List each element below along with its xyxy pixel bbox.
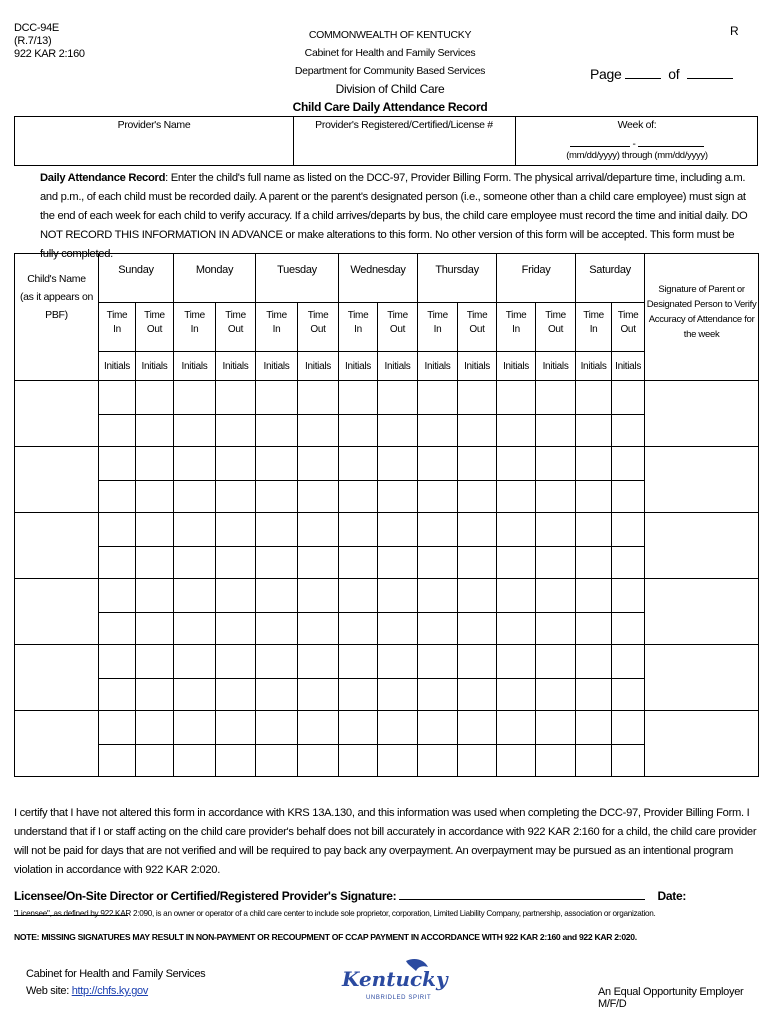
time-entry-cell[interactable] — [174, 513, 216, 547]
initials-entry-cell[interactable] — [256, 613, 298, 645]
initials-entry-cell[interactable] — [339, 679, 378, 711]
signature-label: Licensee/On-Site Director or Certified/Registered Provider's Signature: — [14, 889, 397, 903]
initials-entry-cell[interactable] — [536, 481, 576, 513]
time-out-header-thursday — [458, 303, 497, 352]
time-word: Time — [617, 310, 639, 321]
website-link[interactable]: http://chfs.ky.gov — [71, 985, 149, 997]
time-entry-cell[interactable] — [256, 645, 298, 679]
initials-entry-cell[interactable] — [136, 679, 174, 711]
time-entry-cell[interactable] — [612, 447, 645, 481]
time-entry-cell[interactable] — [256, 447, 298, 481]
initials-entry-cell[interactable] — [99, 481, 136, 513]
initials-header-tuesday-out: Initials — [298, 352, 339, 381]
time-entry-cell[interactable] — [576, 711, 612, 745]
time-entry-cell[interactable] — [99, 381, 136, 415]
initials-entry-cell[interactable] — [612, 679, 645, 711]
time-entry-cell[interactable] — [418, 513, 458, 547]
initials-entry-cell[interactable] — [576, 613, 612, 645]
time-entry-cell[interactable] — [497, 513, 536, 547]
time-entry-cell[interactable] — [418, 447, 458, 481]
time-out-header-sunday — [136, 303, 174, 352]
initials-entry-cell[interactable] — [216, 547, 256, 579]
time-entry-cell[interactable] — [339, 513, 378, 547]
initials-entry-cell[interactable] — [216, 613, 256, 645]
time-word: Time — [184, 310, 205, 321]
child-name-cell[interactable] — [15, 447, 99, 513]
parent-signature-cell[interactable] — [645, 711, 759, 777]
initials-entry-cell[interactable] — [497, 547, 536, 579]
initials-entry-cell[interactable] — [418, 547, 458, 579]
eeo-statement: An Equal Opportunity Employer M/F/D — [598, 986, 744, 1010]
time-entry-cell[interactable] — [418, 579, 458, 613]
time-word: Time — [225, 310, 246, 321]
initials-entry-cell[interactable] — [298, 745, 339, 777]
day-header-wednesday: Wednesday — [339, 254, 418, 303]
time-entry-cell[interactable] — [378, 711, 418, 745]
time-entry-cell[interactable] — [136, 711, 174, 745]
time-entry-cell[interactable] — [298, 579, 339, 613]
time-entry-cell[interactable] — [216, 579, 256, 613]
initials-entry-cell[interactable] — [418, 613, 458, 645]
time-entry-cell[interactable] — [256, 579, 298, 613]
time-entry-cell[interactable] — [136, 645, 174, 679]
parent-signature-cell[interactable] — [645, 513, 759, 579]
child-name-header-line2: (as it appears on — [19, 291, 94, 303]
initials-header-saturday-in: Initials — [576, 352, 612, 381]
time-entry-cell[interactable] — [99, 447, 136, 481]
child-row — [15, 513, 759, 547]
time-word: Time — [545, 310, 566, 321]
certification-paragraph: I certify that I have not altered this form in accordance with KRS 13A.130, and this information was used when completing the DCC-97, Provider Billing Form. I understand that if I or staff acting on the child care provider's behalf does not bill accurately in accordance with 922 KAR 2:160 for a child, the child care provider will not be paid for days that are not verified and will be required to pay back any overpayment. An overpayment may be pursued as an intentional program violation in accordance with 922 KAR 2:020. — [14, 807, 757, 876]
kentucky-logo — [336, 955, 448, 1003]
page-number-blank[interactable] — [625, 66, 661, 79]
in-word: In — [190, 324, 199, 335]
initials-entry-cell[interactable] — [298, 481, 339, 513]
initials-entry-cell[interactable] — [536, 679, 576, 711]
time-entry-cell[interactable] — [458, 513, 497, 547]
time-entry-cell[interactable] — [576, 447, 612, 481]
form-id: DCC-94E — [14, 22, 59, 34]
time-entry-cell[interactable] — [536, 447, 576, 481]
provider-info-box — [14, 116, 758, 166]
logo-wordmark: Kentucky — [342, 967, 448, 991]
time-in-header-wednesday — [339, 303, 378, 352]
in-word: In — [113, 324, 121, 335]
initials-entry-cell[interactable] — [298, 547, 339, 579]
of-label: of — [668, 66, 680, 82]
time-entry-cell[interactable] — [216, 513, 256, 547]
initials-entry-cell[interactable] — [418, 481, 458, 513]
time-entry-cell[interactable] — [458, 711, 497, 745]
initials-entry-cell[interactable] — [216, 679, 256, 711]
initials-entry-cell[interactable] — [536, 745, 576, 777]
day-header-monday: Monday — [174, 254, 256, 303]
out-word: Out — [146, 324, 163, 335]
in-word: In — [589, 324, 598, 335]
time-entry-cell[interactable] — [216, 381, 256, 415]
in-word: In — [433, 324, 442, 335]
child-row — [15, 381, 759, 415]
day-header-tuesday: Tuesday — [256, 254, 339, 303]
initials-entry-cell[interactable] — [298, 679, 339, 711]
time-entry-cell[interactable] — [99, 513, 136, 547]
time-entry-cell[interactable] — [174, 447, 216, 481]
initials-entry-cell[interactable] — [174, 745, 216, 777]
week-format-hint: (mm/dd/yyyy) through (mm/dd/yyyy) — [566, 150, 708, 161]
initials-entry-cell[interactable] — [418, 679, 458, 711]
time-in-header-saturday — [576, 303, 612, 352]
time-word: Time — [266, 310, 287, 321]
initials-entry-cell[interactable] — [418, 745, 458, 777]
initials-entry-cell[interactable] — [378, 679, 418, 711]
initials-entry-cell[interactable] — [339, 745, 378, 777]
initials-entry-cell[interactable] — [298, 415, 339, 447]
time-entry-cell[interactable] — [256, 513, 298, 547]
page-label: Page — [590, 66, 622, 82]
time-word: Time — [347, 310, 369, 321]
child-name-header-line3: PBF) — [45, 309, 68, 321]
time-entry-cell[interactable] — [536, 381, 576, 415]
time-entry-cell[interactable] — [136, 579, 174, 613]
initials-entry-cell[interactable] — [216, 481, 256, 513]
time-word: Time — [583, 310, 604, 321]
initials-entry-cell[interactable] — [576, 415, 612, 447]
time-entry-cell[interactable] — [458, 381, 497, 415]
initials-entry-cell[interactable] — [497, 679, 536, 711]
initials-header-monday-in: Initials — [174, 352, 216, 381]
child-row — [15, 645, 759, 679]
agency-header — [260, 26, 520, 116]
time-entry-cell[interactable] — [339, 579, 378, 613]
cabinet-name: Cabinet for Health and Family Services — [304, 47, 476, 59]
logo-tagline: UNBRIDLED SPIRIT — [366, 995, 432, 1001]
time-entry-cell[interactable] — [298, 513, 339, 547]
initials-entry-cell[interactable] — [378, 613, 418, 645]
time-in-header-monday — [174, 303, 216, 352]
provider-name-label: Provider's Name — [117, 119, 191, 131]
initials-entry-cell[interactable] — [612, 481, 645, 513]
time-entry-cell[interactable] — [536, 711, 576, 745]
website-label: Web site: — [26, 985, 72, 997]
provider-name-field[interactable] — [15, 117, 294, 165]
initials-entry-cell[interactable] — [174, 481, 216, 513]
licensee-definition: "Licensee", as defined by 922 KAR 2:090, is an owner or operator of a child care center to include sole proprietor, corporation, Limited Liability Company, partnership, association or organization. — [14, 909, 656, 918]
initials-header-wednesday-out: Initials — [378, 352, 418, 381]
time-out-header-tuesday — [298, 303, 339, 352]
time-entry-cell[interactable] — [298, 645, 339, 679]
initials-entry-cell[interactable] — [458, 415, 497, 447]
time-word: Time — [387, 310, 408, 321]
initials-entry-cell[interactable] — [174, 613, 216, 645]
initials-header-sunday-out: Initials — [136, 352, 174, 381]
time-entry-cell[interactable] — [418, 381, 458, 415]
time-entry-cell[interactable] — [458, 447, 497, 481]
initials-header-friday-in: Initials — [497, 352, 536, 381]
initials-entry-cell[interactable] — [136, 481, 174, 513]
parent-signature-cell[interactable] — [645, 645, 759, 711]
initials-entry-cell[interactable] — [536, 415, 576, 447]
time-entry-cell[interactable] — [298, 711, 339, 745]
child-name-cell[interactable] — [15, 711, 99, 777]
child-row — [15, 711, 759, 745]
time-entry-cell[interactable] — [612, 579, 645, 613]
time-entry-cell[interactable] — [497, 447, 536, 481]
initials-entry-cell[interactable] — [418, 415, 458, 447]
time-word: Time — [505, 310, 527, 321]
time-entry-cell[interactable] — [458, 645, 497, 679]
initials-header-monday-out: Initials — [216, 352, 256, 381]
time-entry-cell[interactable] — [99, 711, 136, 745]
time-entry-cell[interactable] — [418, 711, 458, 745]
time-entry-cell[interactable] — [298, 381, 339, 415]
initials-entry-cell[interactable] — [99, 745, 136, 777]
initials-entry-cell[interactable] — [136, 415, 174, 447]
parent-signature-cell[interactable] — [645, 381, 759, 447]
initials-entry-cell[interactable] — [256, 547, 298, 579]
date-label: Date: — [657, 889, 687, 903]
initials-entry-cell[interactable] — [612, 547, 645, 579]
time-entry-cell[interactable] — [497, 645, 536, 679]
initials-entry-cell[interactable] — [339, 481, 378, 513]
time-entry-cell[interactable] — [378, 447, 418, 481]
time-entry-cell[interactable] — [99, 579, 136, 613]
initials-entry-cell[interactable] — [174, 679, 216, 711]
time-entry-cell[interactable] — [418, 645, 458, 679]
initials-entry-cell[interactable] — [458, 481, 497, 513]
initials-entry-cell[interactable] — [497, 613, 536, 645]
initials-entry-cell[interactable] — [458, 745, 497, 777]
time-entry-cell[interactable] — [216, 447, 256, 481]
initials-entry-cell[interactable] — [458, 547, 497, 579]
initials-entry-cell[interactable] — [576, 679, 612, 711]
initials-entry-cell[interactable] — [136, 745, 174, 777]
time-entry-cell[interactable] — [612, 381, 645, 415]
instructions-lead: Daily Attendance Record — [40, 172, 166, 184]
form-title: Child Care Daily Attendance Record — [292, 100, 488, 114]
child-name-cell[interactable] — [15, 381, 99, 447]
initials-entry-cell[interactable] — [378, 481, 418, 513]
initials-header-friday-out: Initials — [536, 352, 576, 381]
day-header-friday: Friday — [497, 254, 576, 303]
initials-entry-cell[interactable] — [378, 745, 418, 777]
provider-license-field[interactable] — [293, 117, 516, 165]
time-word: Time — [427, 310, 448, 321]
time-entry-cell[interactable] — [612, 513, 645, 547]
signature-blank[interactable] — [399, 887, 645, 900]
parent-signature-cell[interactable] — [645, 447, 759, 513]
initials-entry-cell[interactable] — [576, 547, 612, 579]
page-number-field[interactable] — [590, 66, 733, 82]
time-entry-cell[interactable] — [536, 579, 576, 613]
initials-header-sunday-in: Initials — [99, 352, 136, 381]
out-word: Out — [469, 324, 485, 335]
time-entry-cell[interactable] — [612, 711, 645, 745]
time-entry-cell[interactable] — [174, 645, 216, 679]
time-word: Time — [466, 310, 488, 321]
day-header-sunday: Sunday — [99, 254, 174, 303]
initials-entry-cell[interactable] — [536, 613, 576, 645]
footer-contact — [26, 966, 205, 1000]
division-name: Division of Child Care — [335, 82, 445, 96]
time-entry-cell[interactable] — [378, 381, 418, 415]
provider-license-label: Provider's Registered/Certified/License # — [315, 119, 493, 131]
initials-header-tuesday-in: Initials — [256, 352, 298, 381]
time-entry-cell[interactable] — [136, 381, 174, 415]
time-entry-cell[interactable] — [497, 711, 536, 745]
time-entry-cell[interactable] — [458, 579, 497, 613]
time-entry-cell[interactable] — [298, 447, 339, 481]
time-out-header-wednesday — [378, 303, 418, 352]
initials-entry-cell[interactable] — [256, 679, 298, 711]
child-name-header — [15, 254, 99, 381]
form-revision: (R.7/13) — [14, 35, 52, 47]
time-entry-cell[interactable] — [378, 579, 418, 613]
day-header-saturday: Saturday — [576, 254, 645, 303]
initials-entry-cell[interactable] — [378, 415, 418, 447]
initials-entry-cell[interactable] — [99, 613, 136, 645]
time-entry-cell[interactable] — [174, 579, 216, 613]
child-name-cell[interactable] — [15, 513, 99, 579]
initials-entry-cell[interactable] — [339, 547, 378, 579]
initials-entry-cell[interactable] — [458, 679, 497, 711]
corner-mark: R — [730, 24, 739, 38]
initials-entry-cell[interactable] — [497, 481, 536, 513]
time-entry-cell[interactable] — [136, 513, 174, 547]
child-name-cell[interactable] — [15, 579, 99, 645]
out-word: Out — [389, 324, 406, 335]
missing-signature-note: NOTE: MISSING SIGNATURES MAY RESULT IN NON-PAYMENT OR RECOUPMENT OF CCAP PAYMENT IN ACCORDANCE WITH 922 KAR 2:160 and 922 KAR 2:020. — [14, 932, 637, 942]
form-identifier-block — [14, 22, 85, 61]
time-entry-cell[interactable] — [256, 381, 298, 415]
time-word: Time — [307, 310, 329, 321]
time-in-header-tuesday — [256, 303, 298, 352]
initials-entry-cell[interactable] — [576, 481, 612, 513]
initials-entry-cell[interactable] — [612, 415, 645, 447]
time-entry-cell[interactable] — [536, 645, 576, 679]
time-entry-cell[interactable] — [536, 513, 576, 547]
footer-cabinet: Cabinet for Health and Family Services — [26, 968, 206, 980]
time-entry-cell[interactable] — [378, 513, 418, 547]
initials-entry-cell[interactable] — [497, 745, 536, 777]
instructions-paragraph — [40, 169, 752, 264]
time-word: Time — [144, 310, 165, 321]
initials-entry-cell[interactable] — [256, 481, 298, 513]
initials-entry-cell[interactable] — [497, 415, 536, 447]
time-entry-cell[interactable] — [136, 447, 174, 481]
page-total-blank[interactable] — [687, 66, 733, 79]
time-entry-cell[interactable] — [339, 381, 378, 415]
initials-entry-cell[interactable] — [256, 745, 298, 777]
initials-entry-cell[interactable] — [458, 613, 497, 645]
time-entry-cell[interactable] — [339, 711, 378, 745]
out-word: Out — [620, 324, 636, 335]
parent-signature-cell[interactable] — [645, 579, 759, 645]
time-entry-cell[interactable] — [339, 645, 378, 679]
time-entry-cell[interactable] — [378, 645, 418, 679]
time-entry-cell[interactable] — [612, 645, 645, 679]
initials-entry-cell[interactable] — [174, 415, 216, 447]
day-header-thursday: Thursday — [418, 254, 497, 303]
initials-entry-cell[interactable] — [99, 415, 136, 447]
time-in-header-sunday — [99, 303, 136, 352]
out-word: Out — [547, 324, 564, 335]
child-name-cell[interactable] — [15, 645, 99, 711]
initials-header-thursday-out: Initials — [458, 352, 497, 381]
week-of-field[interactable] — [517, 117, 757, 161]
commonwealth-title: COMMONWEALTH OF KENTUCKY — [308, 29, 472, 41]
initials-entry-cell[interactable] — [136, 613, 174, 645]
time-out-header-friday — [536, 303, 576, 352]
initials-entry-cell[interactable] — [136, 547, 174, 579]
in-word: In — [272, 324, 281, 335]
signature-header: Signature of Parent or Designated Person to Verify Accuracy of Attendance for the week — [645, 254, 759, 381]
time-entry-cell[interactable] — [174, 711, 216, 745]
child-row — [15, 447, 759, 481]
instructions-text: : Enter the child's full name as listed on the DCC-97, Provider Billing Form. The physical arrival/departure time, including a.m. and p.m., of each child must be recorded daily. A parent or the parent's designated person (i.e., someone other than a child care employee) must sign at the end of each week for each child to verify accuracy. If a child arrives/departs by bus, the child care employee must record the time and initial daily. DO NOT RECORD THIS INFORMATION IN ADVANCE or make alterations to this form. No other version of this form will be accepted. This form must be fully completed. — [40, 172, 748, 260]
week-dash: - — [632, 139, 636, 150]
time-entry-cell[interactable] — [576, 381, 612, 415]
in-word: In — [512, 324, 520, 335]
week-of-label: Week of: — [617, 119, 657, 131]
time-entry-cell[interactable] — [256, 711, 298, 745]
time-entry-cell[interactable] — [216, 711, 256, 745]
time-entry-cell[interactable] — [216, 645, 256, 679]
time-entry-cell[interactable] — [497, 579, 536, 613]
initials-header-wednesday-in: Initials — [339, 352, 378, 381]
initials-entry-cell[interactable] — [576, 745, 612, 777]
time-entry-cell[interactable] — [576, 579, 612, 613]
time-entry-cell[interactable] — [576, 513, 612, 547]
week-start-blank[interactable] — [570, 137, 630, 147]
department-name: Department for Community Based Services — [294, 65, 486, 77]
initials-header-thursday-in: Initials — [418, 352, 458, 381]
initials-entry-cell[interactable] — [99, 679, 136, 711]
initials-entry-cell[interactable] — [612, 745, 645, 777]
child-row — [15, 579, 759, 613]
initials-entry-cell[interactable] — [339, 613, 378, 645]
initials-entry-cell[interactable] — [339, 415, 378, 447]
time-out-header-saturday — [612, 303, 645, 352]
out-word: Out — [310, 324, 326, 335]
time-out-header-monday — [216, 303, 256, 352]
week-end-blank[interactable] — [638, 137, 704, 147]
time-in-header-thursday — [418, 303, 458, 352]
child-name-header-line1: Child's Name — [27, 273, 86, 285]
form-regulation: 922 KAR 2:160 — [14, 48, 85, 60]
time-entry-cell[interactable] — [99, 645, 136, 679]
time-word: Time — [106, 310, 128, 321]
initials-entry-cell[interactable] — [378, 547, 418, 579]
initials-entry-cell[interactable] — [612, 613, 645, 645]
time-in-header-friday — [497, 303, 536, 352]
initials-entry-cell[interactable] — [216, 745, 256, 777]
initials-entry-cell[interactable] — [174, 547, 216, 579]
initials-entry-cell[interactable] — [536, 547, 576, 579]
initials-entry-cell[interactable] — [256, 415, 298, 447]
time-entry-cell[interactable] — [576, 645, 612, 679]
time-entry-cell[interactable] — [497, 381, 536, 415]
initials-entry-cell[interactable] — [216, 415, 256, 447]
in-word: In — [354, 324, 362, 335]
initials-entry-cell[interactable] — [99, 547, 136, 579]
time-entry-cell[interactable] — [339, 447, 378, 481]
out-word: Out — [227, 324, 244, 335]
initials-header-saturday-out: Initials — [612, 352, 645, 381]
initials-entry-cell[interactable] — [298, 613, 339, 645]
attendance-table — [14, 253, 759, 777]
time-entry-cell[interactable] — [174, 381, 216, 415]
